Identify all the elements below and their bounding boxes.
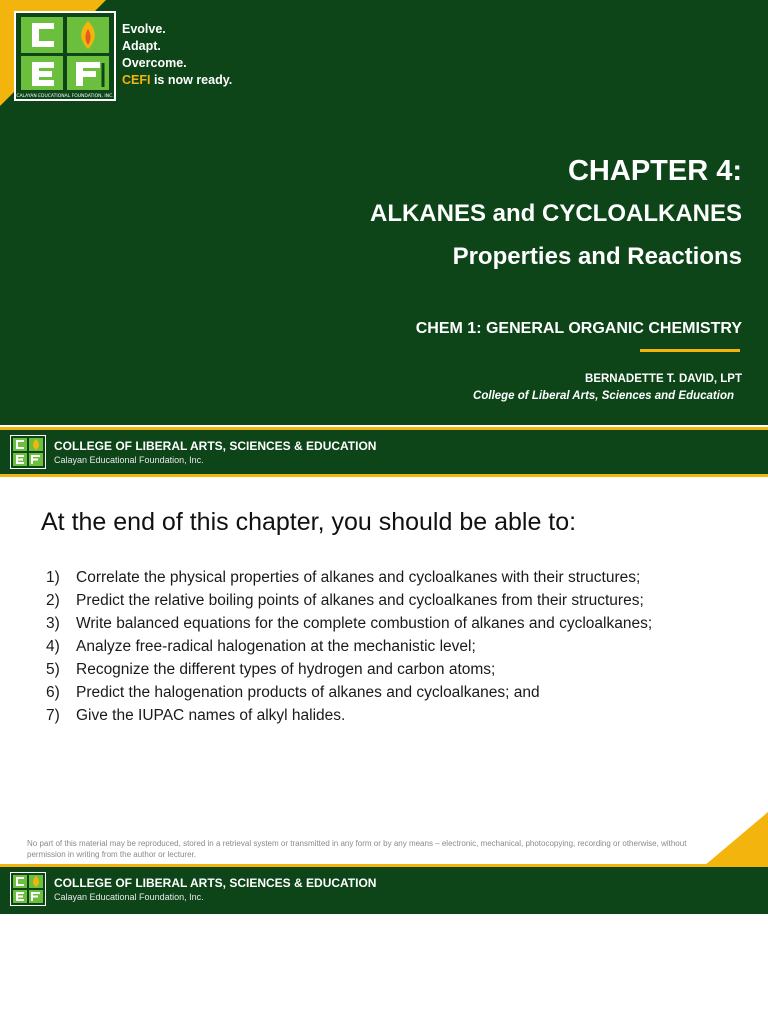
- list-item-text: Write balanced equations for the complete combustion of alkanes and cycloalkanes;: [76, 615, 653, 632]
- list-item-number: 4): [46, 638, 60, 655]
- chapter-subtitle-line-2: Properties and Reactions: [452, 243, 742, 270]
- list-item-text: Predict the relative boiling points of alkanes and cycloalkanes from their structures;: [76, 592, 644, 609]
- list-item-number: 1): [46, 569, 60, 586]
- footer-college-title: COLLEGE OF LIBERAL ARTS, SCIENCES & EDUCATION: [54, 876, 377, 890]
- list-item-text: Recognize the different types of hydrogen and carbon atoms;: [76, 661, 496, 678]
- chapter-title: CHAPTER 4:: [567, 155, 742, 187]
- footer-college-title: COLLEGE OF LIBERAL ARTS, SCIENCES & EDUCATION: [54, 439, 377, 453]
- list-item: [46, 638, 736, 655]
- chapter-subtitle-line-1: ALKANES and CYCLOALKANES: [369, 200, 742, 227]
- cefi-logo-icon: [14, 11, 116, 101]
- logo-caption: CALAYAN EDUCATIONAL FOUNDATION, INC.: [16, 94, 114, 99]
- list-item-number: 7): [46, 707, 60, 724]
- list-item-text: Analyze free-radical halogenation at the mechanistic level;: [76, 638, 476, 655]
- footer-gold-line: [0, 427, 768, 430]
- list-item-number: 2): [46, 592, 60, 609]
- course-name: CHEM 1: GENERAL ORGANIC CHEMISTRY: [415, 320, 742, 337]
- author-college: College of Liberal Arts, Sciences and Education: [473, 390, 734, 402]
- gold-corner-decoration: [704, 812, 768, 866]
- list-item-text: Correlate the physical properties of alkanes and cycloalkanes with their structures;: [76, 569, 641, 586]
- copyright-notice: No part of this material may be reproduced, stored in a retrieval system or transmitted in any form or by any means – electronic, mechanical, photocopying, recording or otherwise, without permission in writing from the author or lecturer.: [27, 839, 687, 859]
- list-item: [46, 615, 736, 632]
- list-item-text: Give the IUPAC names of alkyl halides.: [76, 707, 346, 724]
- list-item-number: 3): [46, 615, 60, 632]
- footer-college-subtitle: Calayan Educational Foundation, Inc.: [54, 892, 204, 902]
- tagline: [122, 21, 232, 89]
- list-item-text: Predict the halogenation products of alkanes and cycloalkanes; and: [76, 684, 540, 701]
- list-item: [46, 592, 736, 609]
- footer-gold-line: [0, 474, 768, 477]
- tagline-line-1: Evolve.: [122, 22, 166, 36]
- tagline-line-2: Adapt.: [122, 39, 161, 53]
- tagline-brand: CEFI: [122, 73, 151, 87]
- footer-gold-line: [0, 864, 768, 867]
- cefi-logo-icon: [10, 872, 46, 906]
- list-item: [46, 661, 736, 678]
- author-name: BERNADETTE T. DAVID, LPT: [585, 373, 742, 385]
- tagline-rest: is now ready.: [150, 73, 233, 87]
- objectives-list: [46, 569, 736, 730]
- list-item-number: 6): [46, 684, 60, 701]
- list-item: [46, 684, 736, 701]
- list-item: [46, 569, 736, 586]
- list-item: [46, 707, 736, 724]
- cefi-logo-icon: [10, 435, 46, 469]
- tagline-line-4: [122, 72, 232, 89]
- title-slide: [0, 0, 768, 425]
- footer-bar-1: [0, 427, 768, 477]
- list-item-number: 5): [46, 661, 60, 678]
- gold-divider: [640, 349, 740, 352]
- footer-college-subtitle: Calayan Educational Foundation, Inc.: [54, 455, 204, 465]
- tagline-line-3: Overcome.: [122, 56, 187, 70]
- objectives-heading: At the end of this chapter, you should be able to:: [41, 508, 577, 536]
- footer-bar-2: [0, 864, 768, 914]
